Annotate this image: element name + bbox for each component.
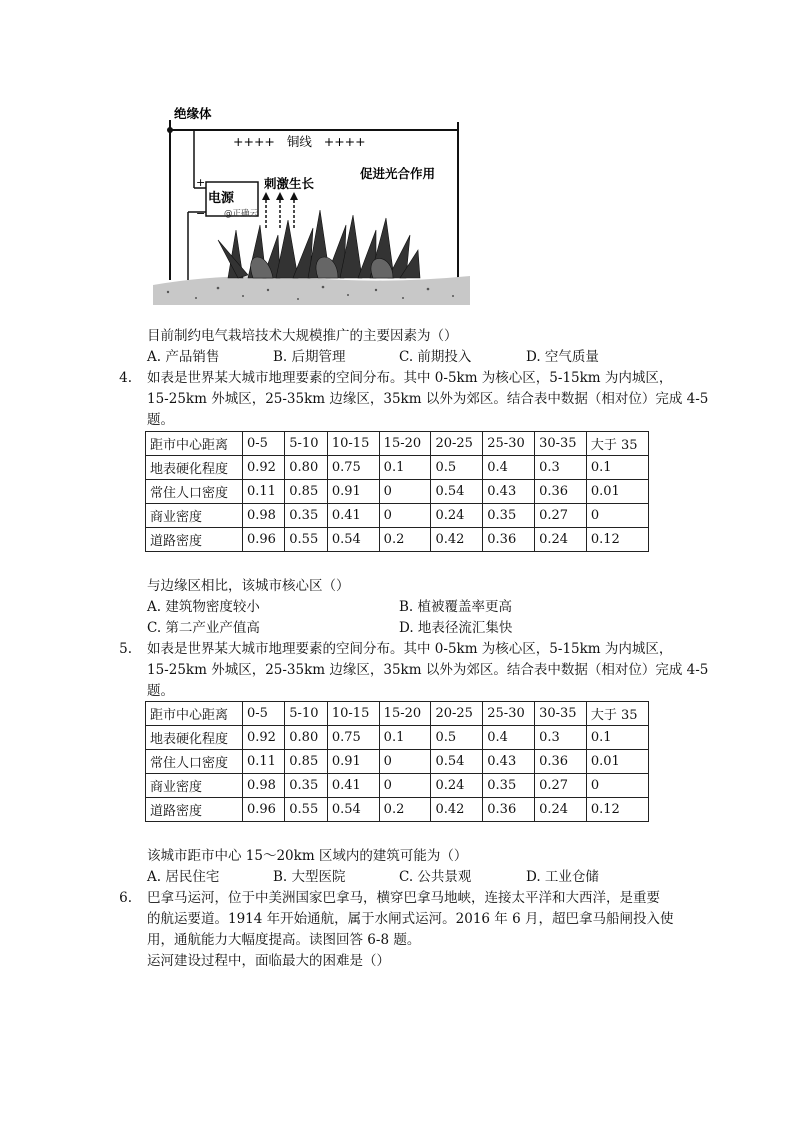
- q4-option-d[interactable]: D. 地表径流汇集快: [399, 620, 513, 636]
- table-cell: 0.5: [431, 456, 483, 480]
- table-cell: 0.98: [242, 774, 284, 798]
- table-cell: 0.3: [535, 726, 587, 750]
- q6-intro-line-3: 用，通航能力大幅度提高。读图回答 6-8 题。: [147, 932, 421, 948]
- table-cell: 0.5: [431, 726, 483, 750]
- table-header-cell: 10-15: [327, 432, 379, 456]
- table-cell: 0.36: [535, 480, 587, 504]
- table-header-cell: 0-5: [242, 432, 284, 456]
- q6-number: 6.: [119, 890, 132, 906]
- q6-intro-line-2: 的航运要道。1914 年开始通航，属于水闸式运河。2016 年 6 月，超巴拿马船闸投入使: [147, 911, 674, 927]
- table-cell: 地表硬化程度: [146, 726, 243, 750]
- q3-option-b[interactable]: B. 后期管理: [273, 349, 346, 365]
- table-row: [146, 528, 649, 552]
- table-cell: 0.01: [586, 480, 648, 504]
- table-cell: 0: [379, 480, 431, 504]
- table-cell: 0.96: [242, 528, 284, 552]
- table-cell: 0.24: [431, 774, 483, 798]
- table-cell: 0.4: [483, 456, 535, 480]
- table-cell: 0.42: [431, 528, 483, 552]
- table-cell: 0.11: [242, 750, 284, 774]
- table-header-cell: 30-35: [535, 432, 587, 456]
- table-header-cell: 大于 35: [586, 432, 648, 456]
- q5-option-a[interactable]: A. 居民住宅: [147, 869, 220, 885]
- table-cell: 0.2: [379, 798, 431, 822]
- table-row: [146, 456, 649, 480]
- table-row: [146, 480, 649, 504]
- q4-option-c[interactable]: C. 第二产业产值高: [147, 620, 260, 636]
- table-cell: 0.91: [327, 480, 379, 504]
- table-cell: 0.12: [586, 798, 648, 822]
- q4-intro-line-2: 15-25km 外城区，25-35km 边缘区，35km 以外为郊区。结合表中数据（相对位）完成 4-5: [147, 391, 709, 407]
- table-cell: 0.2: [379, 528, 431, 552]
- table-row: [146, 504, 649, 528]
- copper-wire-label: ++++ 铜线 ++++: [233, 134, 366, 149]
- data-table-q4: [145, 431, 649, 552]
- table-cell: 0.92: [242, 726, 284, 750]
- table-cell: 0.36: [483, 798, 535, 822]
- table-cell: 0.43: [483, 750, 535, 774]
- table-cell: 0.27: [535, 504, 587, 528]
- table-cell: 0.4: [483, 726, 535, 750]
- table-cell: 0.54: [327, 798, 379, 822]
- table-cell: 0.11: [242, 480, 284, 504]
- q4-option-b[interactable]: B. 植被覆盖率更高: [399, 599, 513, 615]
- table-header-cell: 大于 35: [586, 702, 648, 726]
- table-cell: 0.55: [285, 798, 328, 822]
- table-row: [146, 726, 649, 750]
- table-cell: 地表硬化程度: [146, 456, 243, 480]
- table-cell: 0.41: [327, 774, 379, 798]
- q4-number: 4.: [119, 370, 132, 386]
- table-cell: 0.85: [285, 750, 328, 774]
- q4-stem: 与边缘区相比，该城市核心区（）: [147, 578, 350, 594]
- table-header-cell: 0-5: [242, 702, 284, 726]
- table-cell: 0.80: [285, 726, 328, 750]
- table-cell: 0.35: [285, 774, 328, 798]
- table-cell: 0.80: [285, 456, 328, 480]
- table-header-cell: 10-15: [327, 702, 379, 726]
- q5-intro-line-3: 题。: [147, 683, 174, 699]
- q5-intro-line-1: 如表是世界某大城市地理要素的空间分布。其中 0-5km 为核心区，5-15km 为内城区，: [147, 641, 673, 657]
- table-cell: 道路密度: [146, 798, 243, 822]
- table-cell: 0.85: [285, 480, 328, 504]
- photosynthesis-label: 促进光合作用: [360, 166, 436, 181]
- minus-sign: −: [196, 207, 206, 220]
- table-header-cell: 30-35: [535, 702, 587, 726]
- table-header-row: [146, 432, 649, 456]
- table-cell: 0.42: [431, 798, 483, 822]
- electric-cultivation-diagram: [148, 100, 473, 315]
- table-cell: 0.55: [285, 528, 328, 552]
- q5-stem: 该城市距市中心 15～20km 区域内的建筑可能为（）: [147, 848, 468, 864]
- table-cell: 0.92: [242, 456, 284, 480]
- table-cell: 0.54: [327, 528, 379, 552]
- q3-option-a[interactable]: A. 产品销售: [147, 349, 220, 365]
- table-cell: 0.24: [535, 798, 587, 822]
- table-cell: 商业密度: [146, 774, 243, 798]
- table-cell: 0.75: [327, 726, 379, 750]
- table-cell: 0.98: [242, 504, 284, 528]
- table-cell: 0.36: [535, 750, 587, 774]
- table-header-cell: 25-30: [483, 702, 535, 726]
- table-header-cell: 5-10: [285, 702, 328, 726]
- table-cell: 0.35: [285, 504, 328, 528]
- table-cell: 0.96: [242, 798, 284, 822]
- table-header-cell: 距市中心距离: [146, 702, 243, 726]
- q5-number: 5.: [119, 641, 132, 657]
- table-cell: 0.1: [379, 456, 431, 480]
- q5-option-d[interactable]: D. 工业仓储: [526, 869, 599, 885]
- table-row: [146, 798, 649, 822]
- table-cell: 0.41: [327, 504, 379, 528]
- watermark: @正确云: [224, 209, 259, 219]
- stimulate-growth-label: 刺激生长: [264, 176, 315, 191]
- table-cell: 0: [586, 504, 648, 528]
- table-cell: 0.54: [431, 480, 483, 504]
- table-cell: 0.3: [535, 456, 587, 480]
- table-cell: 0.75: [327, 456, 379, 480]
- data-table-q5: [145, 701, 649, 822]
- q6-intro-line-1: 巴拿马运河，位于中美洲国家巴拿马，横穿巴拿马地峡，连接太平洋和大西洋，是重要: [147, 890, 660, 906]
- q4-intro-line-3: 题。: [147, 412, 174, 428]
- table-cell: 0.24: [431, 504, 483, 528]
- q3-stem: 目前制约电气栽培技术大规模推广的主要因素为（）: [147, 328, 458, 344]
- table-cell: 商业密度: [146, 504, 243, 528]
- q3-option-d[interactable]: D. 空气质量: [526, 349, 599, 365]
- q4-intro-line-1: 如表是世界某大城市地理要素的空间分布。其中 0-5km 为核心区，5-15km 为内城区，: [147, 370, 673, 386]
- q4-option-a[interactable]: A. 建筑物密度较小: [147, 599, 260, 615]
- table-header-cell: 20-25: [431, 702, 483, 726]
- table-cell: 0.12: [586, 528, 648, 552]
- table-cell: 常住人口密度: [146, 750, 243, 774]
- table-header-row: [146, 702, 649, 726]
- table-cell: 道路密度: [146, 528, 243, 552]
- table-cell: 0.1: [379, 726, 431, 750]
- table-cell: 0.54: [431, 750, 483, 774]
- table-header-cell: 25-30: [483, 432, 535, 456]
- table-cell: 0: [379, 504, 431, 528]
- insulator-label: 绝缘体: [174, 106, 212, 121]
- power-label: 电源: [208, 191, 235, 206]
- table-header-cell: 距市中心距离: [146, 432, 243, 456]
- q6-stem: 运河建设过程中，面临最大的困难是（）: [147, 953, 390, 969]
- table-cell: 0: [379, 750, 431, 774]
- table-cell: 0: [586, 774, 648, 798]
- table-cell: 0.35: [483, 774, 535, 798]
- q5-option-b[interactable]: B. 大型医院: [273, 869, 346, 885]
- table-cell: 0.35: [483, 504, 535, 528]
- table-cell: 0.91: [327, 750, 379, 774]
- table-cell: 常住人口密度: [146, 480, 243, 504]
- table-cell: 0.27: [535, 774, 587, 798]
- table-row: [146, 774, 649, 798]
- table-header-cell: 15-20: [379, 702, 431, 726]
- table-cell: 0.1: [586, 726, 648, 750]
- q5-intro-line-2: 15-25km 外城区，25-35km 边缘区，35km 以外为郊区。结合表中数据（相对位）完成 4-5: [147, 662, 709, 678]
- table-cell: 0.1: [586, 456, 648, 480]
- q3-option-c[interactable]: C. 前期投入: [399, 349, 472, 365]
- q5-option-c[interactable]: C. 公共景观: [399, 869, 472, 885]
- table-cell: 0.01: [586, 750, 648, 774]
- table-header-cell: 5-10: [285, 432, 328, 456]
- table-header-cell: 15-20: [379, 432, 431, 456]
- table-row: [146, 750, 649, 774]
- table-cell: 0: [379, 774, 431, 798]
- plants-illustration: [218, 210, 420, 278]
- table-cell: 0.36: [483, 528, 535, 552]
- table-header-cell: 20-25: [431, 432, 483, 456]
- plus-sign: +: [196, 176, 206, 189]
- table-cell: 0.24: [535, 528, 587, 552]
- table-cell: 0.43: [483, 480, 535, 504]
